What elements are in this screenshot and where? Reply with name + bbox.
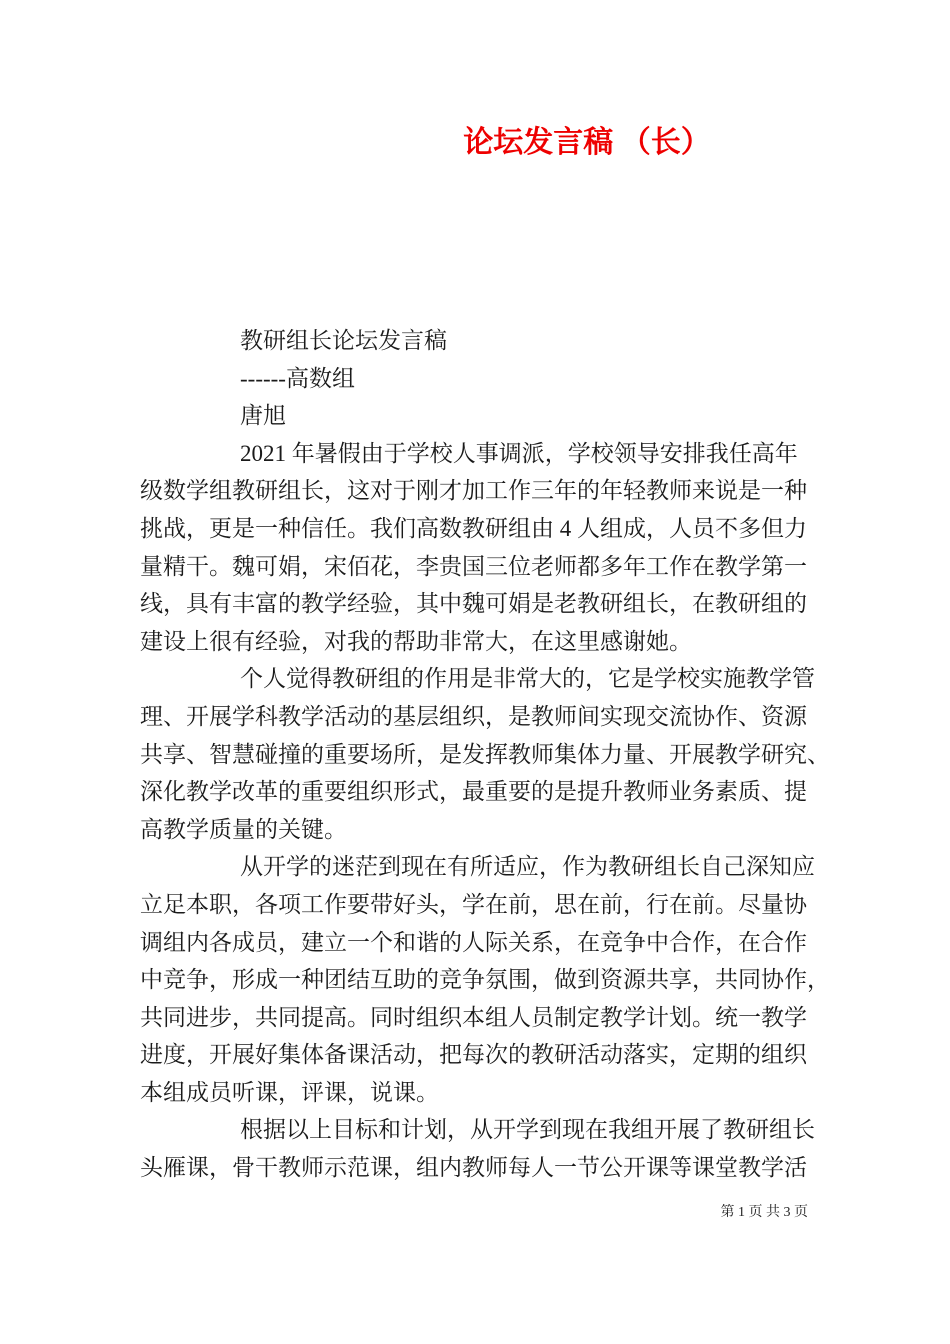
text-line: 共享、智慧碰撞的重要场所，是发挥教师集体力量、开展教学研究、 [140,741,830,767]
text-line: 深化教学改革的重要组织形式，最重要的是提升教师业务素质、提 [140,779,807,805]
text-line: 根据以上目标和计划，从开学到现在我组开展了教研组长 [240,1117,815,1143]
text-line: 量精干。魏可娟，宋佰花，李贵国三位老师都多年工作在教学第一 [140,553,807,579]
text-line: 唐旭 [240,403,286,429]
text-line: 线，具有丰富的教学经验，其中魏可娟是老教研组长，在教研组的 [140,591,807,617]
text-line: 中竞争，形成一种团结互助的竞争氛围，做到资源共享，共同协作， [140,967,830,993]
text-line: ------高数组 [240,365,355,391]
text-line: 调组内各成员，建立一个和谐的人际关系，在竞争中合作，在合作 [140,929,807,955]
document-lines [140,322,830,1187]
text-line: 理、开展学科教学活动的基层组织，是教师间实现交流协作、资源 [140,703,807,729]
text-line: 个人觉得教研组的作用是非常大的，它是学校实施教学管 [240,666,815,692]
text-line: 从开学的迷茫到现在有所适应，作为教研组长自己深知应 [240,854,815,880]
text-line: 本组成员听课，评课，说课。 [140,1079,439,1105]
text-line: 挑战，更是一种信任。我们高数教研组由 4 人组成，人员不多但力 [140,515,807,541]
text-line: 进度，开展好集体备课活动，把每次的教研活动落实，定期的组织 [140,1042,807,1068]
text-line: 教研组长论坛发言稿 [240,328,447,353]
text-line: 立足本职，各项工作要带好头，学在前，思在前，行在前。尽量协 [140,891,807,917]
text-line: 共同进步，共同提高。同时组织本组人员制定教学计划。统一教学 [140,1004,807,1030]
page-number: 第 1 页 共 3 页 [720,1205,808,1220]
text-line: 级数学组教研组长，这对于刚才加工作三年的年轻教师来说是一种 [140,478,807,504]
text-line: 高教学质量的关键。 [140,816,347,842]
text-line: 2021 年暑假由于学校人事调派，学校领导安排我任高年 [240,440,798,466]
page-title: 论坛发言稿 （长） [463,126,711,159]
text-line: 头雁课，骨干教师示范课，组内教师每人一节公开课等课堂教学活 [140,1155,807,1181]
text-line: 建设上很有经验，对我的帮助非常大，在这里感谢她。 [140,628,692,654]
